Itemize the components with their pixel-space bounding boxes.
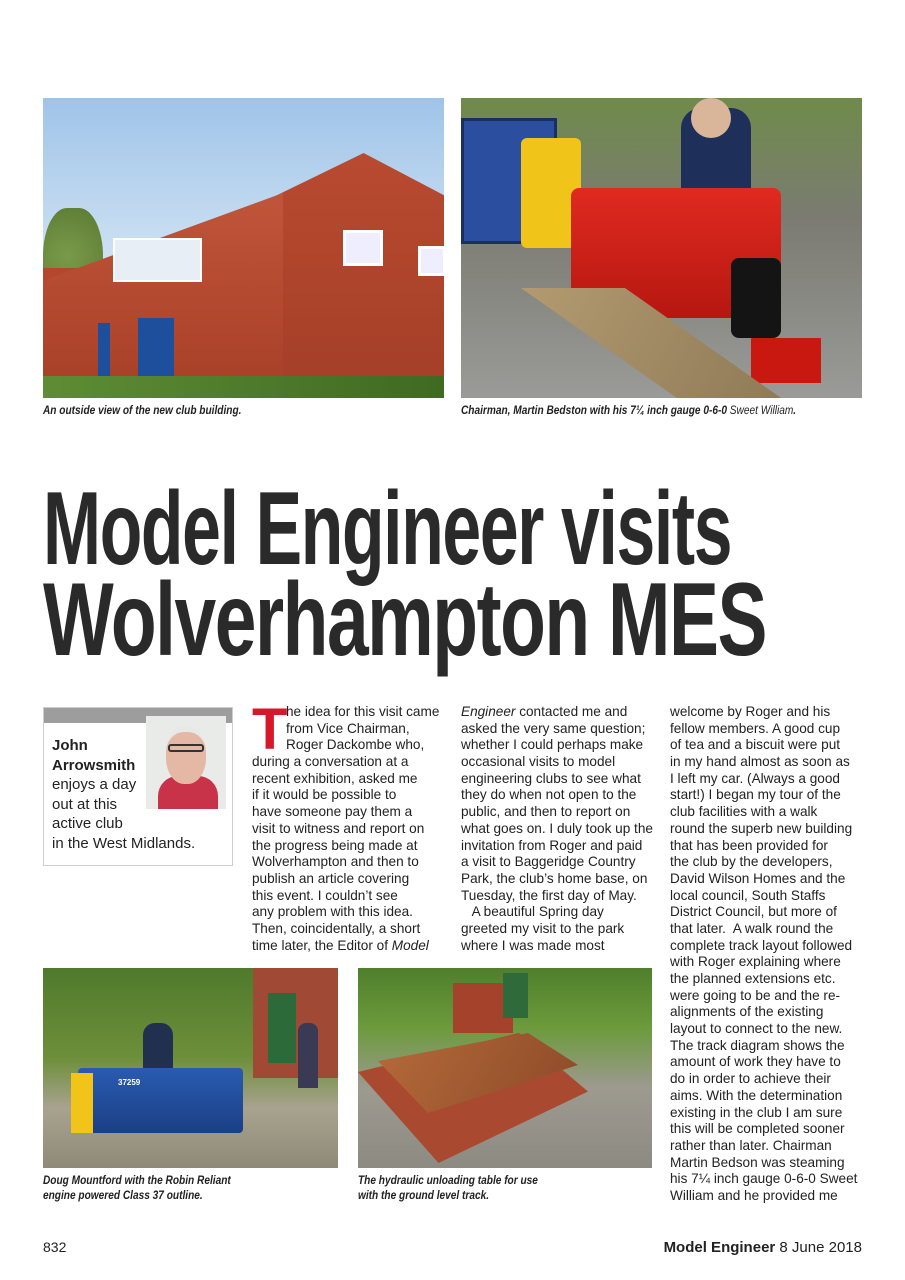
body-text-line: rather than later. Chairman: [670, 1137, 832, 1153]
body-text-line: Roger Dackombe who,: [286, 737, 425, 753]
body-text-line: Then, coincidentally, a short: [252, 920, 421, 936]
body-text-line: Wolverhampton and then to: [252, 854, 419, 870]
standfirst-line: enjoys a day: [52, 776, 137, 794]
caption-line: The hydraulic unloading table for use: [358, 1175, 538, 1187]
drop-cap: T: [252, 697, 288, 762]
body-text-line: occasional visits to model: [461, 754, 616, 770]
body-text-line: visit to witness and report on: [252, 820, 425, 836]
standfirst-line: in the West Midlands.: [52, 834, 196, 852]
body-text-line: alignments of the existing: [670, 1004, 824, 1020]
unloading-table-photo: [358, 968, 652, 1168]
page-number: 832: [43, 1239, 67, 1255]
body-column-3: [670, 704, 857, 1205]
article-title-line-1: Model Engineer visits: [43, 471, 732, 587]
club-building-photo: [43, 98, 444, 398]
body-text-line: The track diagram shows the: [670, 1037, 845, 1053]
article-title-line-2: Wolverhampton MES: [43, 562, 767, 678]
diesel-caption: [43, 1174, 231, 1204]
diesel-loco-photo: [43, 968, 338, 1168]
body-text-line: Engineer contacted me and: [461, 704, 628, 719]
body-text-line: round the superb new building: [670, 820, 853, 836]
body-text-line: the progress being made at: [252, 837, 418, 853]
body-text-line: local council, South Staffs: [670, 887, 826, 903]
loco-name: Sweet William: [729, 405, 794, 417]
chairman-loco-photo: [461, 98, 862, 398]
body-text-line: that later. A walk round the: [670, 920, 834, 936]
caption-end: .: [793, 405, 797, 417]
body-text-line: David Wilson Homes and the: [670, 870, 846, 886]
body-text-line: of tea and a biscuit were put: [670, 737, 841, 753]
body-text-line: a visit to Baggeridge Country: [461, 854, 636, 870]
body-text-line: from Vice Chairman,: [286, 720, 410, 736]
body-column-1: [252, 697, 440, 954]
magazine-name: Model Engineer: [663, 1239, 776, 1256]
body-text-line: whether I could perhaps make: [461, 737, 644, 753]
standfirst-line: out at this: [52, 795, 118, 813]
body-text-line: Tuesday, the first day of May.: [461, 887, 637, 903]
body-text-line: have someone pay them a: [252, 804, 413, 820]
caption-line: engine powered Class 37 outline.: [43, 1190, 203, 1202]
body-text-line: with Roger explaining where: [670, 954, 841, 970]
loco-number: 37259: [118, 1078, 141, 1087]
body-text-line: where I was made most: [461, 937, 605, 953]
caption-line: with the ground level track.: [358, 1190, 490, 1202]
body-text-line: Park, the club’s home base, on: [461, 870, 648, 886]
body-text-line: during a conversation at a: [252, 754, 409, 770]
italic-text: Engineer: [461, 704, 516, 719]
body-text-line: he idea for this visit came: [286, 704, 440, 719]
body-text-line: layout to connect to the new.: [670, 1021, 843, 1037]
body-text-line: club facilities with a walk: [670, 804, 818, 820]
body-text-line: this will be completed sooner: [670, 1121, 845, 1137]
body-text-line: aims. With the determination: [670, 1087, 843, 1103]
body-text-line: they do when not open to the: [461, 787, 637, 803]
body-text-line: this event. I couldn’t see: [252, 887, 398, 903]
body-column-2: [461, 704, 653, 954]
body-text-line: recent exhibition, asked me: [252, 770, 418, 786]
body-text-line: greeted my visit to the park: [461, 920, 625, 936]
body-text-line: asked the very same question;: [461, 720, 646, 736]
magazine-issue: [664, 1239, 862, 1256]
body-text-line: A beautiful Spring day: [461, 904, 604, 920]
body-text-line: what goes on. I duly took up the: [461, 820, 653, 836]
author-surname: Arrowsmith: [52, 756, 136, 774]
issue-date: 8 June 2018: [775, 1239, 862, 1256]
body-text-line: complete track layout followed: [670, 937, 853, 953]
body-text-line: fellow members. A good cup: [670, 720, 841, 736]
body-text-line: the planned extensions etc.: [670, 971, 836, 986]
author-name: John: [52, 737, 88, 754]
body-text-line: start!) I began my tour of the: [670, 787, 841, 803]
body-text-line: publish an article covering: [252, 870, 410, 886]
body-text-line: Martin Bedson was steaming: [670, 1154, 845, 1170]
body-text-line: if it would be possible to: [252, 787, 397, 803]
building-caption: An outside view of the new club building.: [43, 405, 242, 417]
body-text-line: invitation from Roger and paid: [461, 837, 643, 853]
standfirst-line: active club: [52, 815, 123, 833]
body-text-line: do in order to achieve their: [670, 1071, 831, 1087]
body-text-line: public, and then to report on: [461, 804, 631, 820]
body-text-line: any problem with this idea.: [252, 904, 413, 920]
body-text-line: engineering clubs to see what: [461, 770, 641, 786]
body-text-line: amount of work they have to: [670, 1054, 841, 1070]
author-box: [43, 707, 233, 866]
body-text-line: in my hand almost as soon as: [670, 754, 850, 770]
table-caption: [358, 1174, 538, 1204]
body-text-line: existing in the club I am sure: [670, 1104, 843, 1120]
body-text-line: William and he provided me: [670, 1187, 838, 1203]
body-text-line: welcome by Roger and his: [670, 704, 831, 719]
caption-line: Doug Mountford with the Robin Reliant: [43, 1175, 231, 1187]
body-text-line: time later, the Editor of Model: [252, 937, 429, 953]
body-text-line: his 7¼ inch gauge 0-6-0 Sweet: [670, 1171, 858, 1187]
italic-text: Model: [391, 937, 429, 953]
chairman-caption: [461, 404, 796, 419]
body-text-line: District Council, but more of: [670, 904, 837, 920]
body-text-line: that has been provided for: [670, 837, 828, 853]
body-text-line: the club by the developers,: [670, 854, 833, 870]
body-text-line: I left my car. (Always a good: [670, 770, 840, 786]
body-text-line: were going to be and the re-: [670, 987, 841, 1003]
caption-text: Chairman, Martin Bedston with his 7¼ inch gauge 0-6-0: [461, 405, 730, 417]
